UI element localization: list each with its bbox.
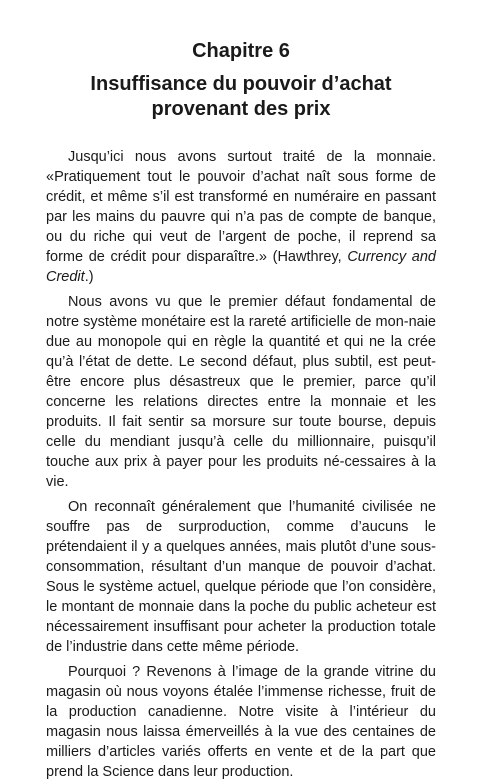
- paragraph-1-text: Jusqu’ici nous avons surtout traité de la monnaie. «Pratiquement tout le pouvoir d’achat naît sous forme de crédit, et même s’il est transformé en numéraire en passant par les mains du pauvre qui n’a pas de compte de banque, ou du riche qui veut de l’argent de poche, il reprend sa forme de crédit pour disparaître.» (Hawthrey,: [46, 149, 436, 265]
- chapter-title-line-1: Insuffisance du pouvoir d’achat: [90, 73, 392, 95]
- chapter-body: [46, 147, 436, 782]
- chapter-heading: Chapitre 6: [192, 40, 290, 62]
- book-page: [46, 38, 436, 782]
- paragraph-4: Pourquoi ? Revenons à l’image de la grande vitrine du magasin où nous voyons étalée l’immense richesse, fruit de la production canadienne. Notre visite à l’intérieur du magasin nous laissa émerveillés à la vue des centaines de milliers d’articles variés offerts en vente et de la part que prend la Science dans leur production.: [46, 664, 436, 780]
- paragraph-1: [46, 147, 436, 287]
- chapter-title: [46, 72, 436, 122]
- paragraph-1-end: .): [84, 269, 94, 285]
- paragraph-2: Nous avons vu que le premier défaut fondamental de notre système monétaire est la rareté artificielle de mon-naie due au monopole qui en règle la quantité et qui ne la crée qu’à l’état de dette. Le second défaut, plus subtil, est peut-être encore plus désastreux que le premier, parce qu’il concerne les relations directes entre la monnaie et les produits. Il fait sentir sa morsure sur toute bourse, depuis celle du mendiant jusqu’à celle du millionnaire, puisqu’il touche aux prix à payer pour les produits né-cessaires à la vie.: [46, 294, 436, 490]
- chapter-title-line-2: provenant des prix: [151, 98, 331, 120]
- citation-title: Currency and Credit: [46, 249, 436, 285]
- paragraph-3: On reconnaît généralement que l’humanité civilisée ne souffre pas de surproduction, comme d’aucuns le prétendaient il y a quelques années, mais plutôt d’une sous-consommation, résultant d’un manque de pouvoir d’achat. Sous le système actuel, quelque période que l’on considère, le montant de monnaie dans la poche du public acheteur est nécessairement insuffisant pour acheter la production totale de l’industrie dans cette même période.: [46, 499, 436, 655]
